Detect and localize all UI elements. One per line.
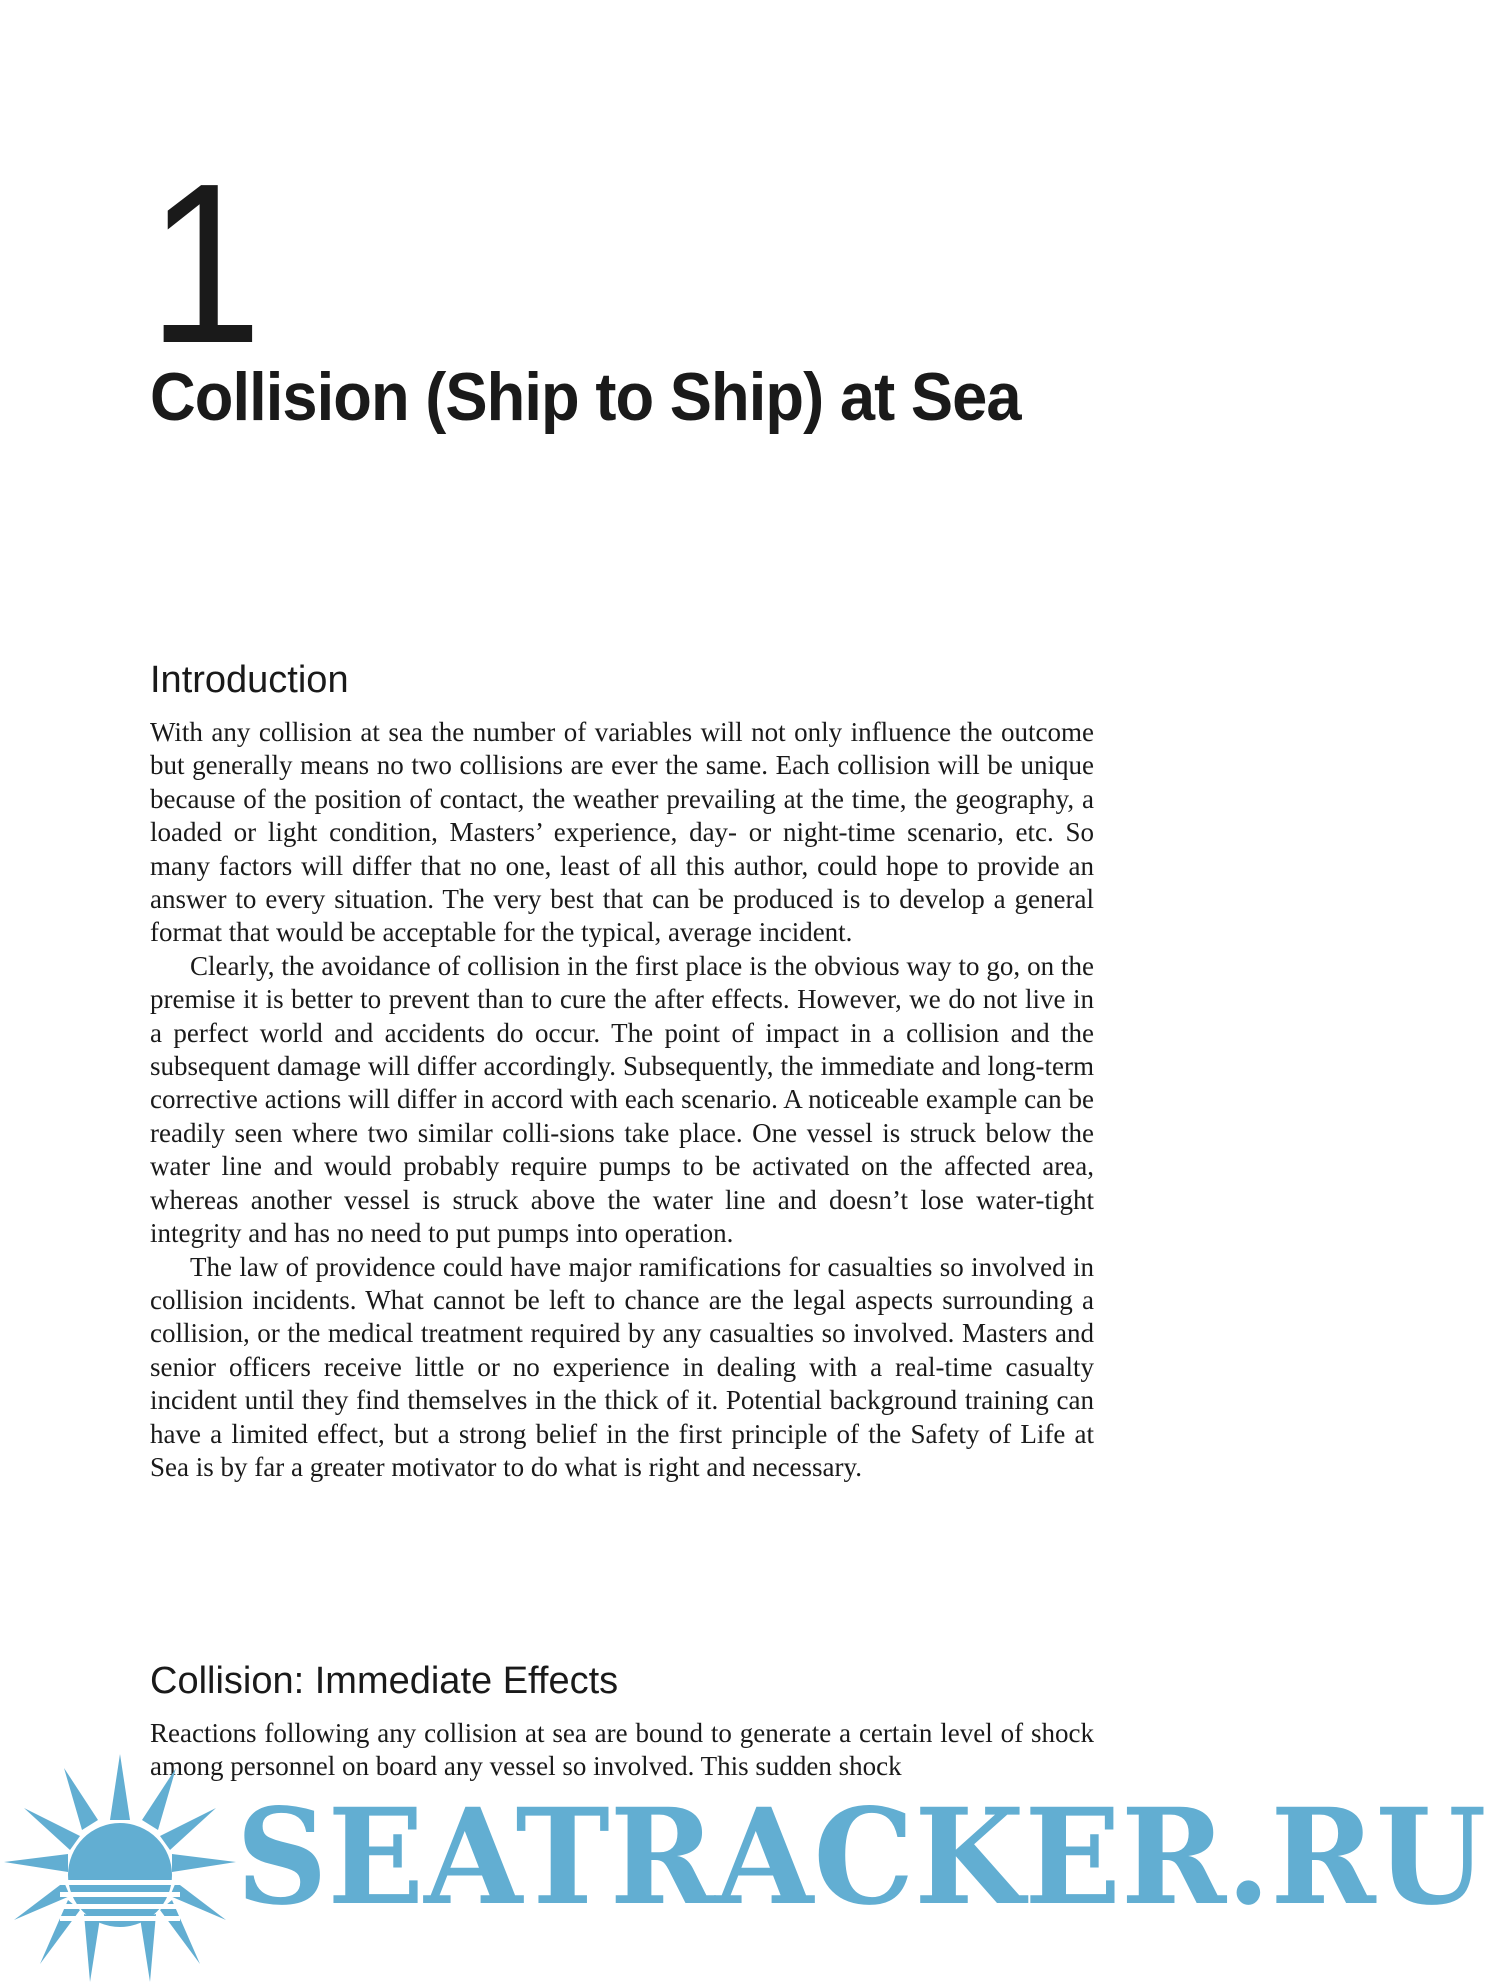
section-heading-immediate-effects: Collision: Immediate Effects [150, 1660, 619, 1702]
paragraph: With any collision at sea the number of variables will not only influence the outcome but generally means no two collisions are ever the same. Each collision will be unique because of the position of contact, the weather prevailing at the time, the geography, a loaded or light condition, Masters’ experience, day- or night-time scenario, etc. So many factors will differ that no one, least of all this author, could hope to provide an answer to every situation. The very best that can be produced is to develop a general format that would be acceptable for the typical, average incident. [150, 717, 1094, 948]
chapter-title: Collision (Ship to Ship) at Sea [150, 359, 1021, 435]
chapter-number: 1 [148, 137, 257, 391]
section-heading-introduction: Introduction [150, 659, 349, 701]
paragraph: The law of providence could have major ramifications for casualties so involved in collision incidents. What cannot be left to chance are the legal aspects surrounding a collision, or the medical treatment required by any casualties so involved. Masters and senior officers receive little or no experience in dealing with a real-time casualty incident until they find themselves in the thick of it. Potential background training can have a limited effect, but a strong belief in the first principle of the Safety of Life at Sea is by far a greater motivator to do what is right and necessary. [150, 1251, 1094, 1482]
watermark-text: SEATRACKER.RU [236, 1780, 1487, 1935]
paragraph: Reactions following any collision at sea are bound to generate a certain level of shock among personnel on board any vessel so involved. This sudden shock [150, 1718, 1094, 1782]
paragraph: Clearly, the avoidance of collision in the first place is the obvious way to go, on the premise it is better to prevent than to cure the after effects. However, we do not live in a perfect world and accidents do occur. The point of impact in a collision and the subsequent damage will differ accordingly. Subsequently, the immediate and long-term corrective actions will differ in accord with each scenario. A noticeable example can be readily seen where two similar colli-sions take place. One vessel is struck below the water line and would probably require pumps to be activated on the affected area, whereas another vessel is struck above the water line and doesn’t lose water-tight integrity and has no need to put pumps into operation. [150, 950, 1094, 1249]
sun-icon [0, 1750, 240, 1985]
watermark [0, 1750, 1512, 1985]
introduction-body [150, 716, 1094, 1484]
